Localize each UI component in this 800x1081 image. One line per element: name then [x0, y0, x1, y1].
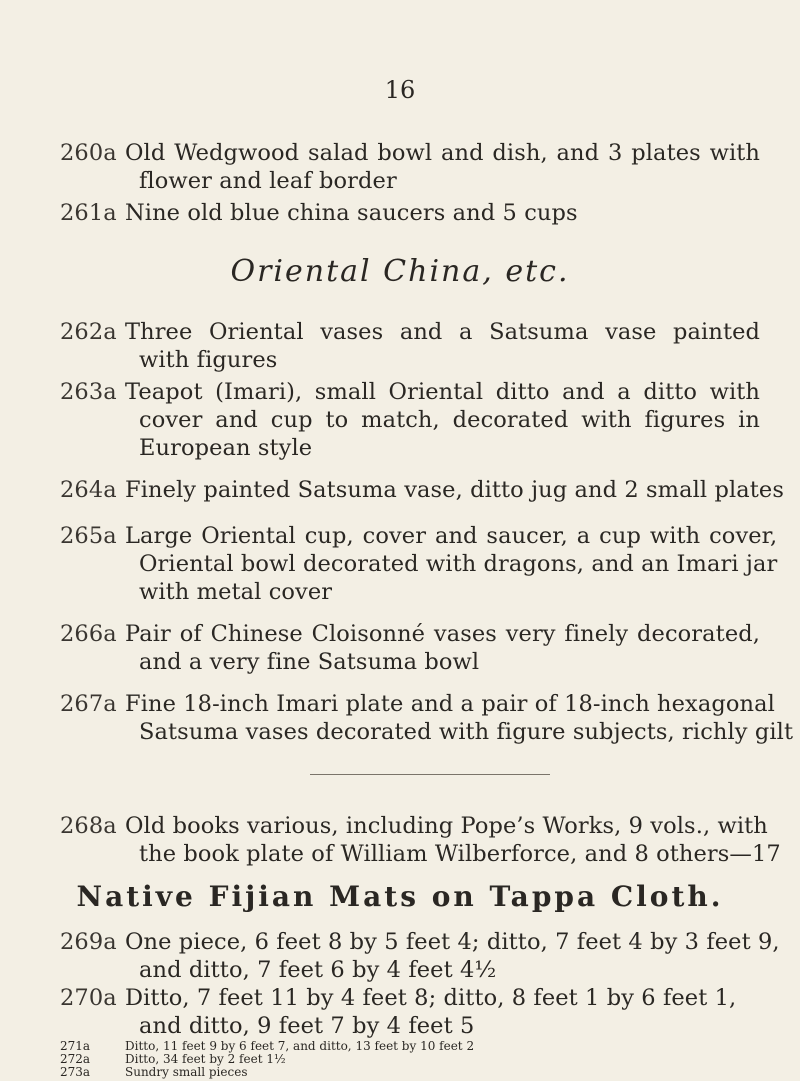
lot-entry — [60, 378, 760, 462]
lot-line: Old books various, including Pope’s Works, 9 vols., with — [125, 813, 768, 839]
lot-line: European style — [139, 435, 313, 461]
lot-entry — [60, 1066, 760, 1079]
lot-line: with metal cover — [139, 579, 333, 605]
lot-description: Sundry small pieces — [125, 1065, 248, 1079]
lot-line: Ditto, 7 feet 11 by 4 feet 8; ditto, 8 feet 1 by 6 feet 1, — [125, 985, 737, 1011]
lot-number: 269a — [60, 929, 117, 955]
lot-line: Teapot (Imari), small Oriental ditto and a ditto with — [125, 379, 760, 405]
lot-number: 266a — [60, 621, 117, 647]
lot-line: Satsuma vases decorated with figure subjects, richly gilt — [139, 719, 794, 745]
lot-description — [125, 928, 780, 984]
lot-entry — [60, 522, 778, 606]
lower-lots — [60, 1040, 760, 1079]
lot-line: Pair of Chinese Cloisonné vases very finely decorated, — [125, 621, 760, 647]
section-divider — [310, 774, 550, 775]
lot-number: 262a — [60, 319, 117, 345]
lot-line: Large Oriental cup, cover and saucer, a cup with cover, — [125, 523, 778, 549]
lot-line: Three Oriental vases and a Satsuma vase painted — [125, 319, 760, 345]
lot-number: 261a — [60, 200, 117, 226]
lot-line: Nine old blue china saucers and 5 cups — [125, 200, 578, 226]
lot-entry — [60, 812, 781, 868]
lot-description — [125, 522, 777, 606]
lot-description — [125, 984, 760, 1040]
lot-number: 267a — [60, 691, 117, 717]
lot-line: Fine 18-inch Imari plate and a pair of 18-inch hexagonal — [125, 691, 775, 717]
lot-line: flower and leaf border — [139, 168, 397, 194]
lot-description — [125, 812, 781, 868]
lot-number: 263a — [60, 379, 117, 405]
lot-entry — [60, 199, 760, 227]
lot-entry — [60, 476, 784, 504]
lot-entry — [60, 318, 760, 374]
lot-line: cover and cup to match, decorated with figures in — [139, 407, 760, 433]
lot-description — [125, 476, 784, 504]
lot-line: Oriental bowl decorated with dragons, and an Imari jar — [139, 551, 778, 577]
section-heading-oriental-china: Oriental China, etc. — [230, 254, 570, 289]
lot-entry — [60, 620, 760, 676]
lot-line: and ditto, 9 feet 7 by 4 feet 5 — [139, 1013, 475, 1039]
lot-line: with figures — [139, 347, 278, 373]
lot-description: Ditto, 34 feet by 2 feet 1½ — [125, 1052, 286, 1066]
lot-entry — [60, 984, 760, 1040]
lot-number: 260a — [60, 140, 117, 166]
lot-entry — [60, 139, 760, 195]
lot-description — [125, 139, 760, 195]
lot-entry — [60, 928, 780, 984]
lot-line: and ditto, 7 feet 6 by 4 feet 4½ — [139, 957, 497, 983]
lot-line: and a very fine Satsuma bowl — [139, 649, 480, 675]
section-heading-fijian-mats: Native Fijian Mats on Tappa Cloth. — [76, 880, 724, 913]
lot-number: 271a — [60, 1039, 91, 1053]
lot-description: Ditto, 11 feet 9 by 6 feet 7, and ditto, 13 feet by 10 feet 2 — [125, 1039, 475, 1053]
lot-description — [125, 690, 793, 746]
lot-description — [125, 620, 760, 676]
lot-description — [125, 318, 760, 374]
lot-number: 268a — [60, 813, 117, 839]
lot-line: the book plate of William Wilberforce, and 8 others—17 — [139, 841, 781, 867]
lot-number: 270a — [60, 985, 117, 1011]
lot-number: 264a — [60, 477, 117, 503]
lot-line: One piece, 6 feet 8 by 5 feet 4; ditto, 7 feet 4 by 3 feet 9, — [125, 929, 780, 955]
lot-number: 272a — [60, 1052, 91, 1066]
lot-number: 273a — [60, 1065, 91, 1079]
lot-line: Old Wedgwood salad bowl and dish, and 3 plates with — [125, 140, 760, 166]
lot-number: 265a — [60, 523, 117, 549]
lot-description — [125, 378, 760, 462]
lot-description — [125, 199, 760, 227]
page-number: 16 — [384, 76, 416, 104]
lot-entry — [60, 690, 794, 746]
lot-line: Finely painted Satsuma vase, ditto jug and 2 small plates — [125, 477, 784, 503]
